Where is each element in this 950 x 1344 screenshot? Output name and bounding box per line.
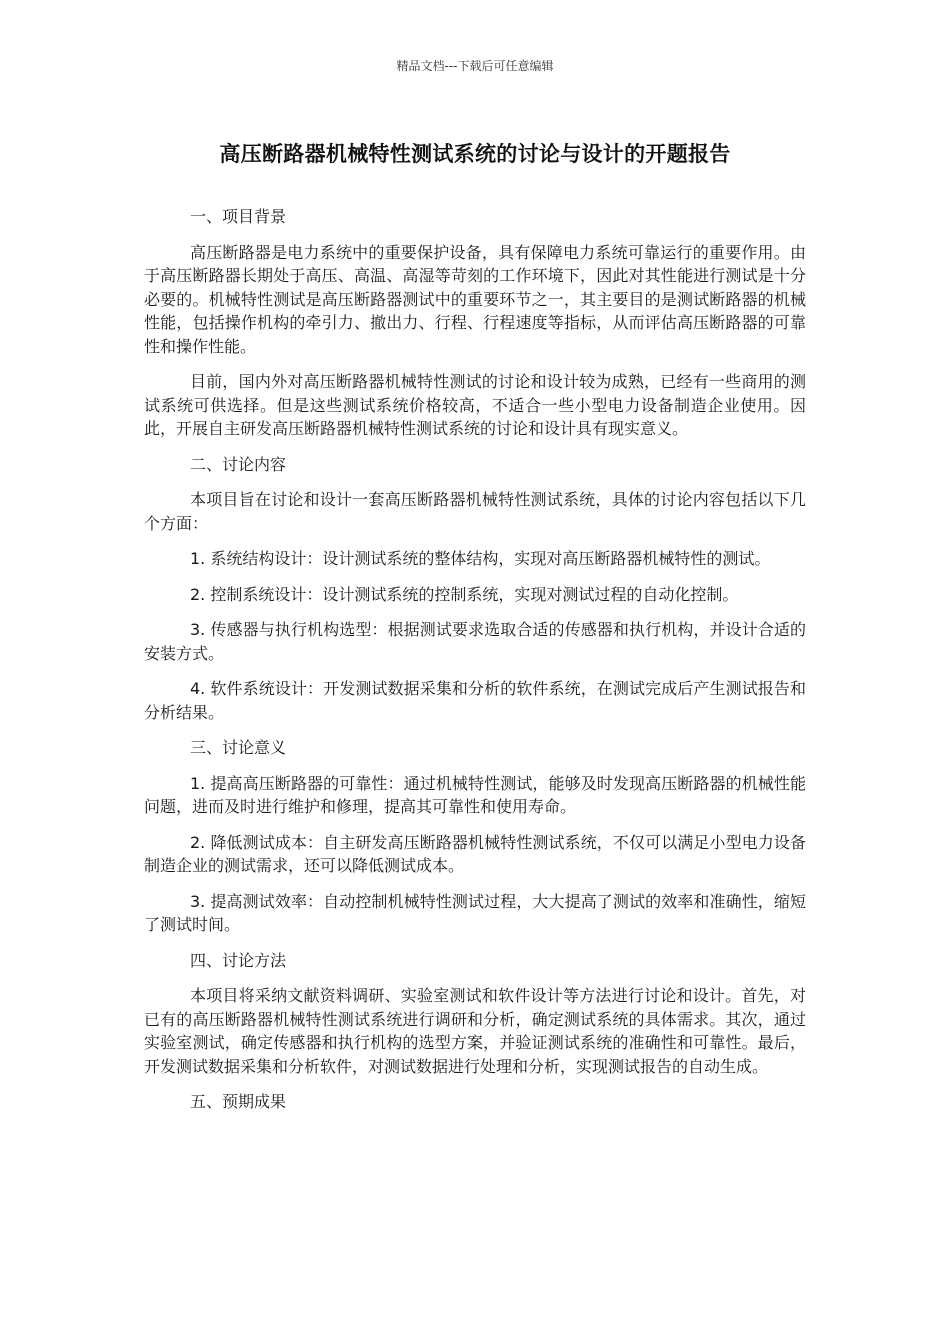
paragraph: 高压断路器是电力系统中的重要保护设备，具有保障电力系统可靠运行的重要作用。由于高压断路器长期处于高压、高温、高湿等苛刻的工作环境下，因此对其性能进行测试是十分必要的。机械特性测试是高压断路器测试中的重要环节之一，其主要目的是测试断路器的机械性能，包括操作机构的牵引力、撤出力、行程、行程速度等指标，从而评估高压断路器的可靠性和操作性能。 [144,242,806,356]
list-item: 4. 软件系统设计：开发测试数据采集和分析的软件系统，在测试完成后产生测试报告和分析结果。 [144,679,806,722]
document-title: 高压断路器机械特性测试系统的讨论与设计的开题报告 [219,142,731,166]
list-item: 2. 降低测试成本：自主研发高压断路器机械特性测试系统，不仅可以满足小型电力设备制造企业的测试需求，还可以降低测试成本。 [144,832,806,875]
section-heading-content: 二、讨论内容 [190,454,287,474]
section-heading-background: 一、项目背景 [190,207,287,226]
paragraph: 目前，国内外对高压断路器机械特性测试的讨论和设计较为成熟，已经有一些商用的测试系统可供选择。但是这些测试系统价格较高，不适合一些小型电力设备制造企业使用。因此，开展自主研发高压断路器机械特性测试系统的讨论和设计具有现实意义。 [144,372,806,438]
section-heading-results: 五、预期成果 [190,1092,287,1111]
list-item: 1. 系统结构设计：设计测试系统的整体结构，实现对高压断路器机械特性的测试。 [190,549,771,568]
paragraph: 本项目旨在讨论和设计一套高压断路器机械特性测试系统，具体的讨论内容包括以下几个方面： [144,490,806,533]
list-item: 1. 提高高压断路器的可靠性：通过机械特性测试，能够及时发现高压断路器的机械性能问题，进而及时进行维护和修理，提高其可靠性和使用寿命。 [144,773,806,816]
list-item: 2. 控制系统设计：设计测试系统的控制系统，实现对测试过程的自动化控制。 [190,584,739,604]
list-item: 3. 提高测试效率：自动控制机械特性测试过程，大大提高了测试的效率和准确性，缩短了测试时间。 [144,891,806,934]
section-heading-significance: 三、讨论意义 [190,738,287,757]
section-heading-method: 四、讨论方法 [190,950,287,970]
page-header: 精品文档---下载后可任意编辑 [396,59,554,73]
paragraph: 本项目将采纳文献资料调研、实验室测试和软件设计等方法进行讨论和设计。首先，对已有的高压断路器机械特性测试系统进行调研和分析，确定测试系统的具体需求。其次，通过实验室测试，确定传感器和执行机构的选型方案，并验证测试系统的准确性和可靠性。最后，开发测试数据采集和分析软件，对测试数据进行处理和分析，实现测试报告的自动生成。 [144,986,806,1076]
list-item: 3. 传感器与执行机构选型：根据测试要求选取合适的传感器和执行机构，并设计合适的安装方式。 [144,620,806,663]
document-body [144,205,806,1126]
